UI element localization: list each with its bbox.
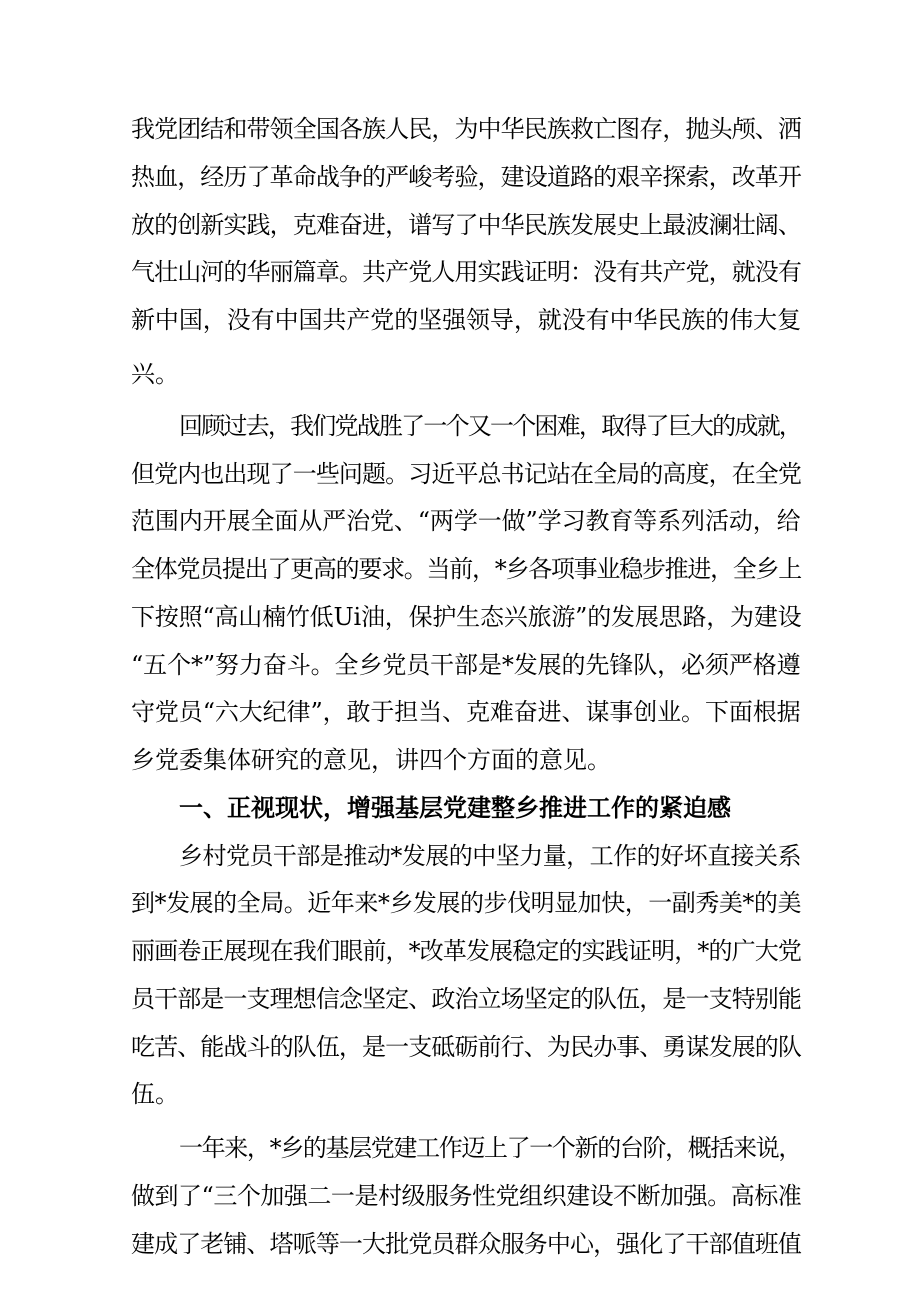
text-line: 到*发展的全局。近年来*乡发展的步伐明显加快，一副秀美*的美	[131, 889, 801, 917]
text-line: 全体党员提出了更高的要求。当前，*乡各项事业稳步推进，全乡上	[131, 555, 801, 583]
text-line: 乡村党员干部是推动*发展的中坚力量，工作的好坏直接关系	[179, 842, 801, 870]
text-line: 乡党委集体研究的意见，讲四个方面的意见。	[131, 746, 611, 774]
text-line: 回顾过去，我们党战胜了一个又一个困难，取得了巨大的成就，	[179, 412, 801, 440]
text-line: 建成了老铺、塔哌等一大批党员群众服务中心，强化了干部值班值	[131, 1230, 801, 1258]
text-line: 我党团结和带领全国各族人民，为中华民族救亡图存，抛头颅、洒	[131, 115, 801, 143]
text-line: 兴。	[131, 360, 179, 388]
text-line: 放的创新实践，克难奋进，谱写了中华民族发展史上最波澜壮阔、	[131, 211, 801, 239]
text-line: 吃苦、能战斗的队伍，是一支砥砺前行、为民办事、勇谋发展的队	[131, 1033, 801, 1061]
section-heading: 一、正视现状，增强基层党建整乡推进工作的紧迫感	[179, 793, 731, 822]
text-line: 新中国，没有中国共产党的坚强领导，就没有中华民族的伟大复	[131, 306, 801, 334]
text-line: 范围内开展全面从严治党、“两学一做”学习教育等系列活动，给	[131, 507, 801, 535]
text-line: 下按照“高山楠竹低Ui油，保护生态兴旅游”的发展思路，为建设	[131, 603, 802, 631]
text-line: “五个*”努力奋斗。全乡党员干部是*发展的先锋队，必须严格遵	[131, 651, 801, 679]
text-line: 一年来，*乡的基层党建工作迈上了一个新的台阶，概括来说，	[179, 1134, 801, 1162]
text-line: 伍。	[131, 1080, 179, 1108]
text-line: 员干部是一支理想信念坚定、政治立场坚定的队伍，是一支特别能	[131, 985, 801, 1013]
text-line: 气壮山河的华丽篇章。共产党人用实践证明：没有共产党，就没有	[131, 258, 801, 286]
text-line: 但党内也出现了一些问题。习近平总书记站在全局的高度，在全党	[131, 460, 801, 488]
text-line: 丽画卷正展现在我们眼前，*改革发展稳定的实践证明，*的广大党	[131, 937, 801, 965]
text-line: 做到了“三个加强二一是村级服务性党组织建设不断加强。高标准	[131, 1182, 802, 1210]
text-line: 守党员“六大纪律”，敢于担当、克难奋进、谋事创业。下面根据	[131, 698, 801, 726]
text-line: 热血，经历了革命战争的严峻考验，建设道路的艰辛探索，改革开	[131, 163, 801, 191]
